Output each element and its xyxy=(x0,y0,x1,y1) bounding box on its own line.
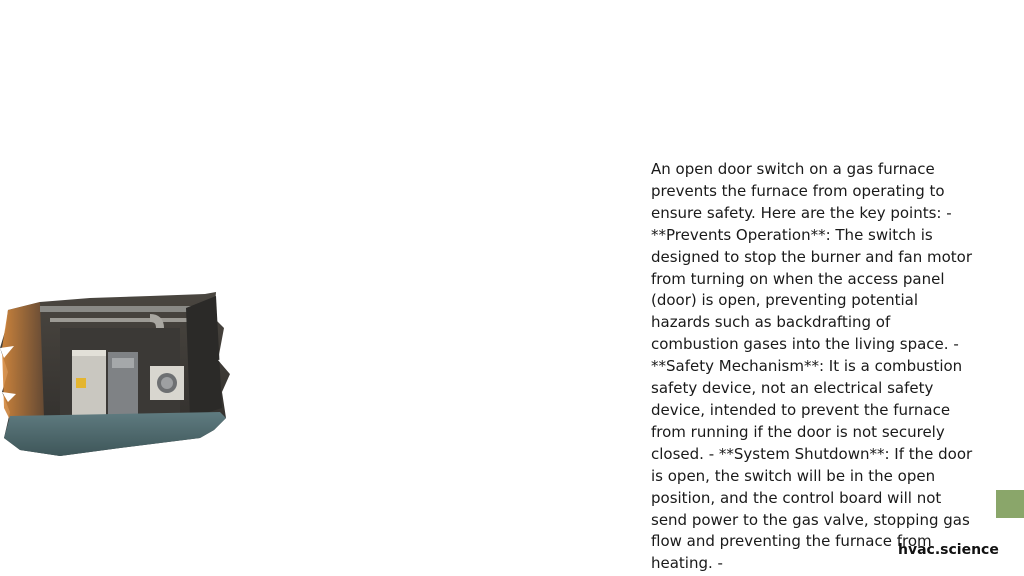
furnace-room-illustration xyxy=(0,288,232,460)
furnace-room-illustration-icon xyxy=(0,288,232,460)
article-text: An open door switch on a gas furnace prevents the furnace from operating to ensure safety. Here are the key points: - **Prevents Operation**: The switch is designed to stop the burner and fan motor from turning on when the access panel (door) is open, preventing potential hazards such as backdrafting of combustion gases into the living space. - **Safety Mechanism**: It is a combustion safety device, not an electrical safety device, intended to prevent the furnace from running if the door is not securely closed. - **System Shutdown**: If the door is open, the switch will be in the open position, and the control board will not send power to the gas valve, stopping gas flow and preventing the furnace from heating. - xyxy=(651,160,973,573)
brand-label: hvac.science xyxy=(898,542,999,558)
accent-square xyxy=(996,490,1024,518)
